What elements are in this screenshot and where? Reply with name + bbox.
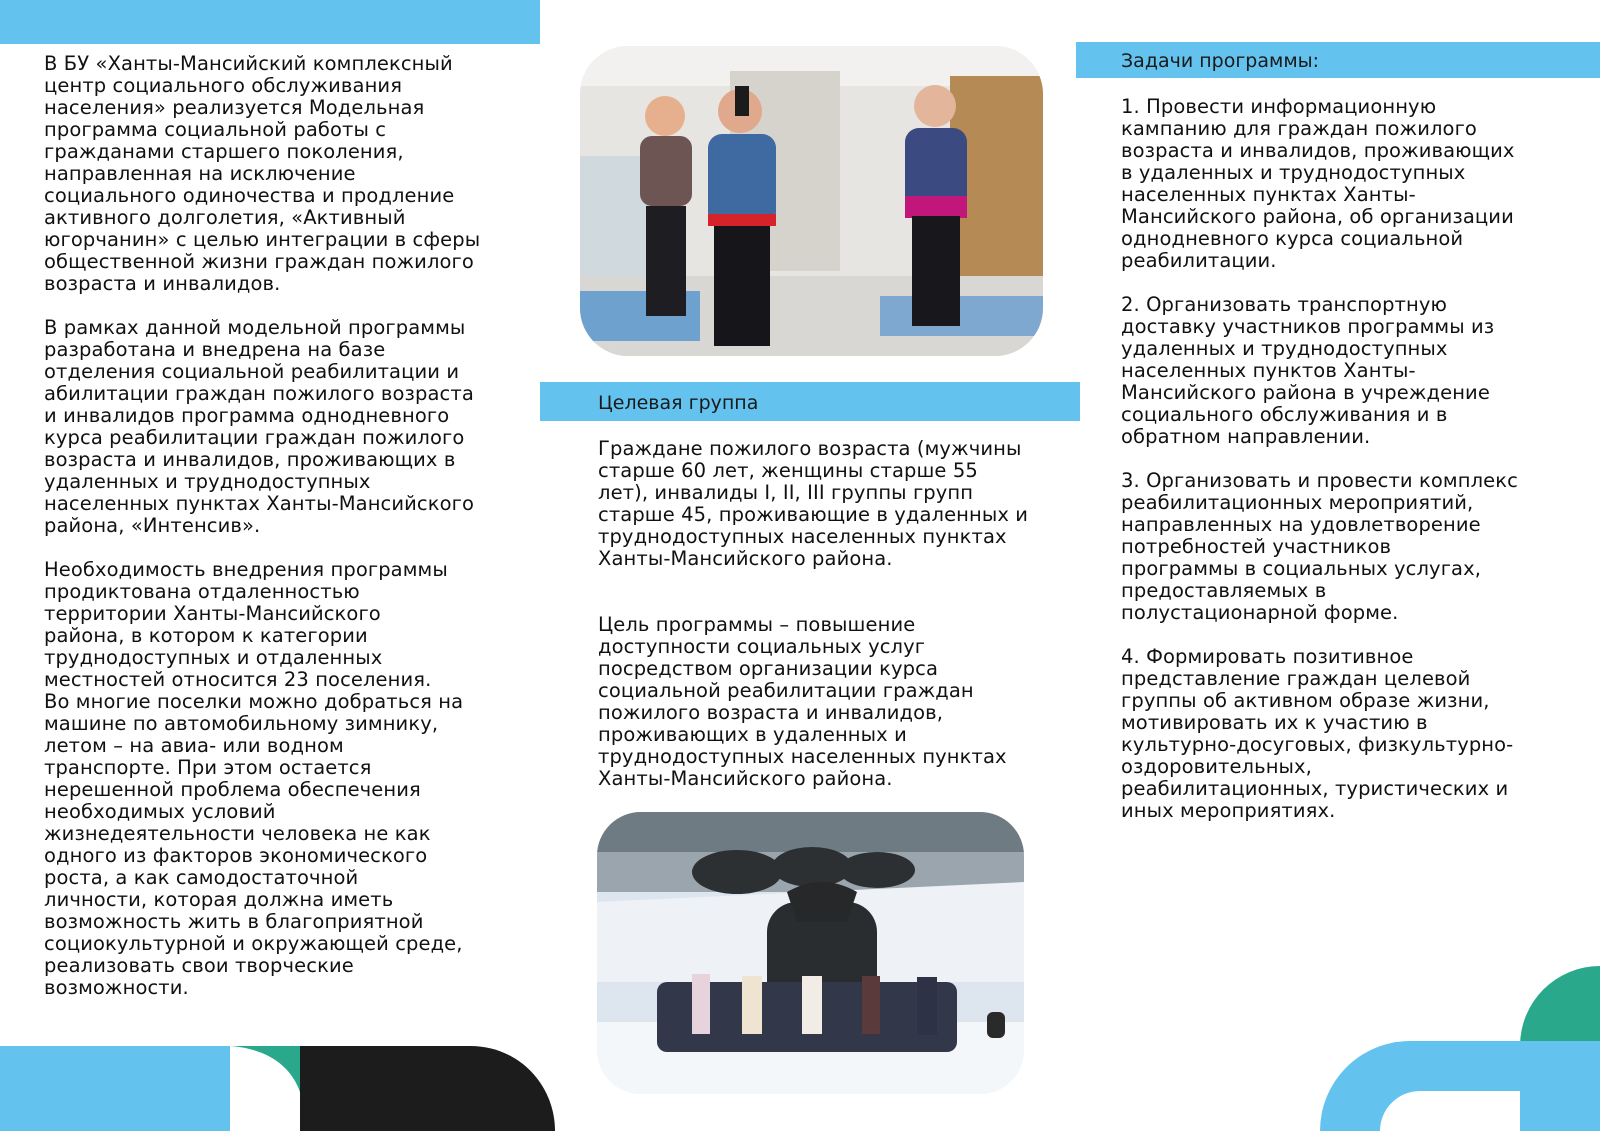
bottom-left-decoration xyxy=(0,1046,560,1131)
target-group-heading: Целевая группа xyxy=(598,392,759,414)
task-item-1: 1. Провести информационную кампанию для граждан пожилого возраста и инвалидов, проживающих в удаленных и труднодоступных населенных пунктах Ханты- Мансийского района, об организации однодневного курса социальной реабилитации. xyxy=(1121,95,1515,272)
intro-paragraph: В БУ «Ханты-Мансийский комплексный центр социального обслуживания населения» реализуется Модельная программа социальной работы с гражданами старшего поколения, направленная на исключение социального одиночества и продление активного долголетия, «Активный югорчанин» с целью интеграции в сферы общественной жизни граждан пожилого возраста и инвалидов. xyxy=(44,52,481,295)
tasks-heading: Задачи программы: xyxy=(1121,50,1320,72)
top-left-band xyxy=(0,0,540,44)
goal-text: Цель программы – повышение доступности социальных услуг посредством организации курса социальной реабилитации граждан пожилого возраста и инвалидов, проживающих в удаленных и труднодоступных населенных пунктах Ханты-Мансийского района. xyxy=(598,613,1007,790)
winter-photo-illustration xyxy=(597,812,1024,1094)
winter-group-photo xyxy=(597,812,1024,1094)
task-item-4: 4. Формировать позитивное представление граждан целевой группы об активном образе жизни, мотивировать их к участию в культурно-досуговых, физкультурно- оздоровительных, реабилитационных, туристических и иных мероприятиях. xyxy=(1121,645,1514,822)
exercise-photo-illustration xyxy=(580,46,1043,356)
necessity-paragraph: Необходимость внедрения программы продиктована отдаленностью территории Ханты-Мансийского района, в котором к категории труднодоступных и отдаленных местностей относится 23 поселения. Во многие поселки можно добраться на машине по автомобильному зимнику, летом – на авиа- или водном транспорте. При этом остается нерешенной проблема обеспечения необходимых условий жизнедеятельности человека не как одного из факторов экономического роста, а как самодостаточной личности, которая должна иметь возможность жить в благоприятной социокультурной и окружающей среде, реализовать свои творческие возможности. xyxy=(44,558,464,999)
exercise-class-photo xyxy=(580,46,1043,356)
bottom-right-decoration xyxy=(1320,960,1600,1131)
task-item-3: 3. Организовать и провести комплекс реабилитационных мероприятий, направленных на удовлетворение потребностей участников программы в социальных услугах, предоставляемых в полустационарной форме. xyxy=(1121,469,1518,624)
task-item-2: 2. Организовать транспортную доставку участников программы из удаленных и труднодоступных населенных пунктов Ханты- Мансийского района в учреждение социального обслуживания и в обратном направлении. xyxy=(1121,293,1495,448)
program-paragraph: В рамках данной модельной программы разработана и внедрена на базе отделения социальной реабилитации и абилитации граждан пожилого возраста и инвалидов программа однодневного курса реабилитации граждан пожилого возраста и инвалидов, проживающих в удаленных и труднодоступных населенных пунктах Ханты-Мансийского района, «Интенсив». xyxy=(44,316,475,537)
target-group-text: Граждане пожилого возраста (мужчины старше 60 лет, женщины старше 55 лет), инвалиды I, II, III группы групп старше 45, проживающие в удаленных и труднодоступных населенных пунктах Ханты-Мансийского района. xyxy=(598,437,1029,570)
middle-column-text xyxy=(598,438,1068,812)
left-column-text xyxy=(44,53,524,1021)
right-column-text xyxy=(1121,96,1591,844)
